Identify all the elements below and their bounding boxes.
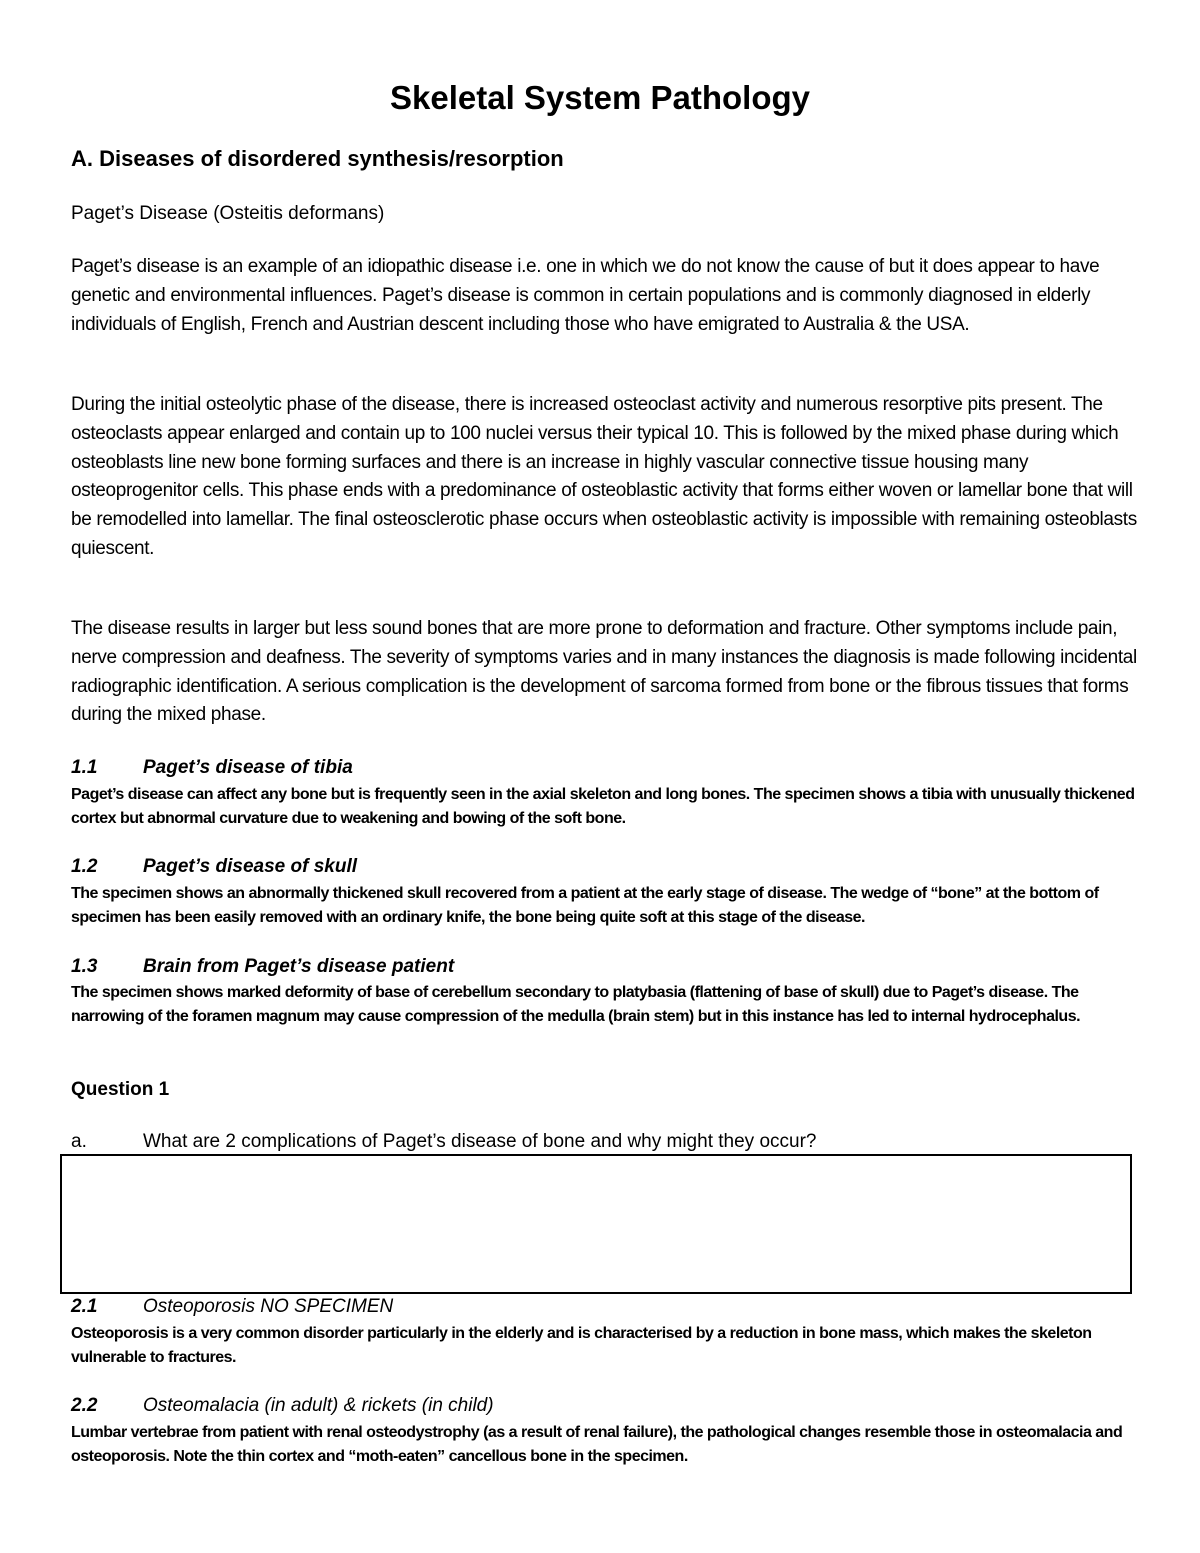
- paragraph-phases: During the initial osteolytic phase of the disease, there is increased osteoclast activity and numerous resorptive pits present. The osteoclasts appear enlarged and contain up to 100 nuclei versus their typical 10. This is followed by the mixed phase during which osteoblasts line new bone forming surfaces and there is an increase in highly vascular connective tissue housing many osteoprogenitor cells. This phase ends with a predominance of osteoblastic activity that forms either woven or lamellar bone that will be remodelled into lamellar. The final osteosclerotic phase occurs when osteoblastic activity is impossible with remaining osteoblasts quiescent.: [71, 394, 1137, 559]
- item-number: 1.2: [71, 856, 98, 877]
- paragraph-intro: Paget’s disease is an example of an idiopathic disease i.e. one in which we do not know the cause of but it does appear to have genetic and environmental influences. Paget’s disease is common in certain populations and is commonly diagnosed in elderly individuals of English, French and Austrian descent including those who have emigrated to Australia & the USA.: [71, 256, 1100, 335]
- item-body-1-2: The specimen shows an abnormally thickened skull recovered from a patient at the early stage of disease. The wedge of “bone” at the bottom of specimen has been easily removed with an ordinary knife, the bone being quite soft at this stage of the disease.: [71, 885, 1099, 926]
- page-title: Skeletal System Pathology: [390, 79, 810, 116]
- answer-box[interactable]: [60, 1154, 1132, 1294]
- item-number: 1.3: [71, 956, 98, 977]
- item-heading-1-3: [71, 954, 454, 980]
- subheading-pagets: Paget’s Disease (Osteitis deformans): [71, 203, 385, 224]
- question-prompt: [71, 1128, 816, 1156]
- item-title: Osteoporosis NO SPECIMEN: [143, 1296, 394, 1317]
- item-body-1-1: Paget’s disease can affect any bone but is frequently seen in the axial skeleton and long bones. The specimen shows a tibia with unusually thickened cortex but abnormal curvature due to weakening and bowing of the soft bone.: [71, 786, 1135, 827]
- section-heading: A. Diseases of disordered synthesis/resorption: [71, 146, 564, 171]
- question-letter: a.: [71, 1131, 87, 1152]
- item-number: 2.2: [71, 1395, 98, 1416]
- item-heading-2-1: [71, 1294, 393, 1320]
- item-body-2-2: Lumbar vertebrae from patient with renal osteodystrophy (as a result of renal failure), the pathological changes resemble those in osteomalacia and osteoporosis. Note the thin cortex and “moth-eaten” cancellous bone in the specimen.: [71, 1424, 1123, 1465]
- item-number: 1.1: [71, 757, 98, 778]
- item-heading-1-1: [71, 755, 353, 781]
- item-title: Brain from Paget’s disease patient: [143, 956, 455, 977]
- item-body-2-1: Osteoporosis is a very common disorder particularly in the elderly and is characterised by a reduction in bone mass, which makes the skeleton vulnerable to fractures.: [71, 1325, 1092, 1366]
- item-body-1-3: The specimen shows marked deformity of base of cerebellum secondary to platybasia (flattening of base of skull) due to Paget’s disease. The narrowing of the foramen magnum may cause compression of the medulla (brain stem) but in this instance has led to internal hydrocephalus.: [71, 984, 1081, 1025]
- paragraph-results: The disease results in larger but less sound bones that are more prone to deformation and fracture. Other symptoms include pain, nerve compression and deafness. The severity of symptoms varies and in many instances the diagnosis is made following incidental radiographic identification. A serious complication is the development of sarcoma formed from bone or the fibrous tissues that forms during the mixed phase.: [71, 618, 1137, 726]
- item-title: Paget’s disease of tibia: [143, 757, 353, 778]
- item-heading-1-2: [71, 854, 357, 880]
- question-text: What are 2 complications of Paget’s disease of bone and why might they occur?: [143, 1131, 817, 1152]
- item-title: Paget’s disease of skull: [143, 856, 358, 877]
- item-number: 2.1: [71, 1296, 98, 1317]
- item-heading-2-2: [71, 1393, 494, 1419]
- question-label: Question 1: [71, 1079, 170, 1100]
- item-title: Osteomalacia (in adult) & rickets (in child): [143, 1395, 494, 1416]
